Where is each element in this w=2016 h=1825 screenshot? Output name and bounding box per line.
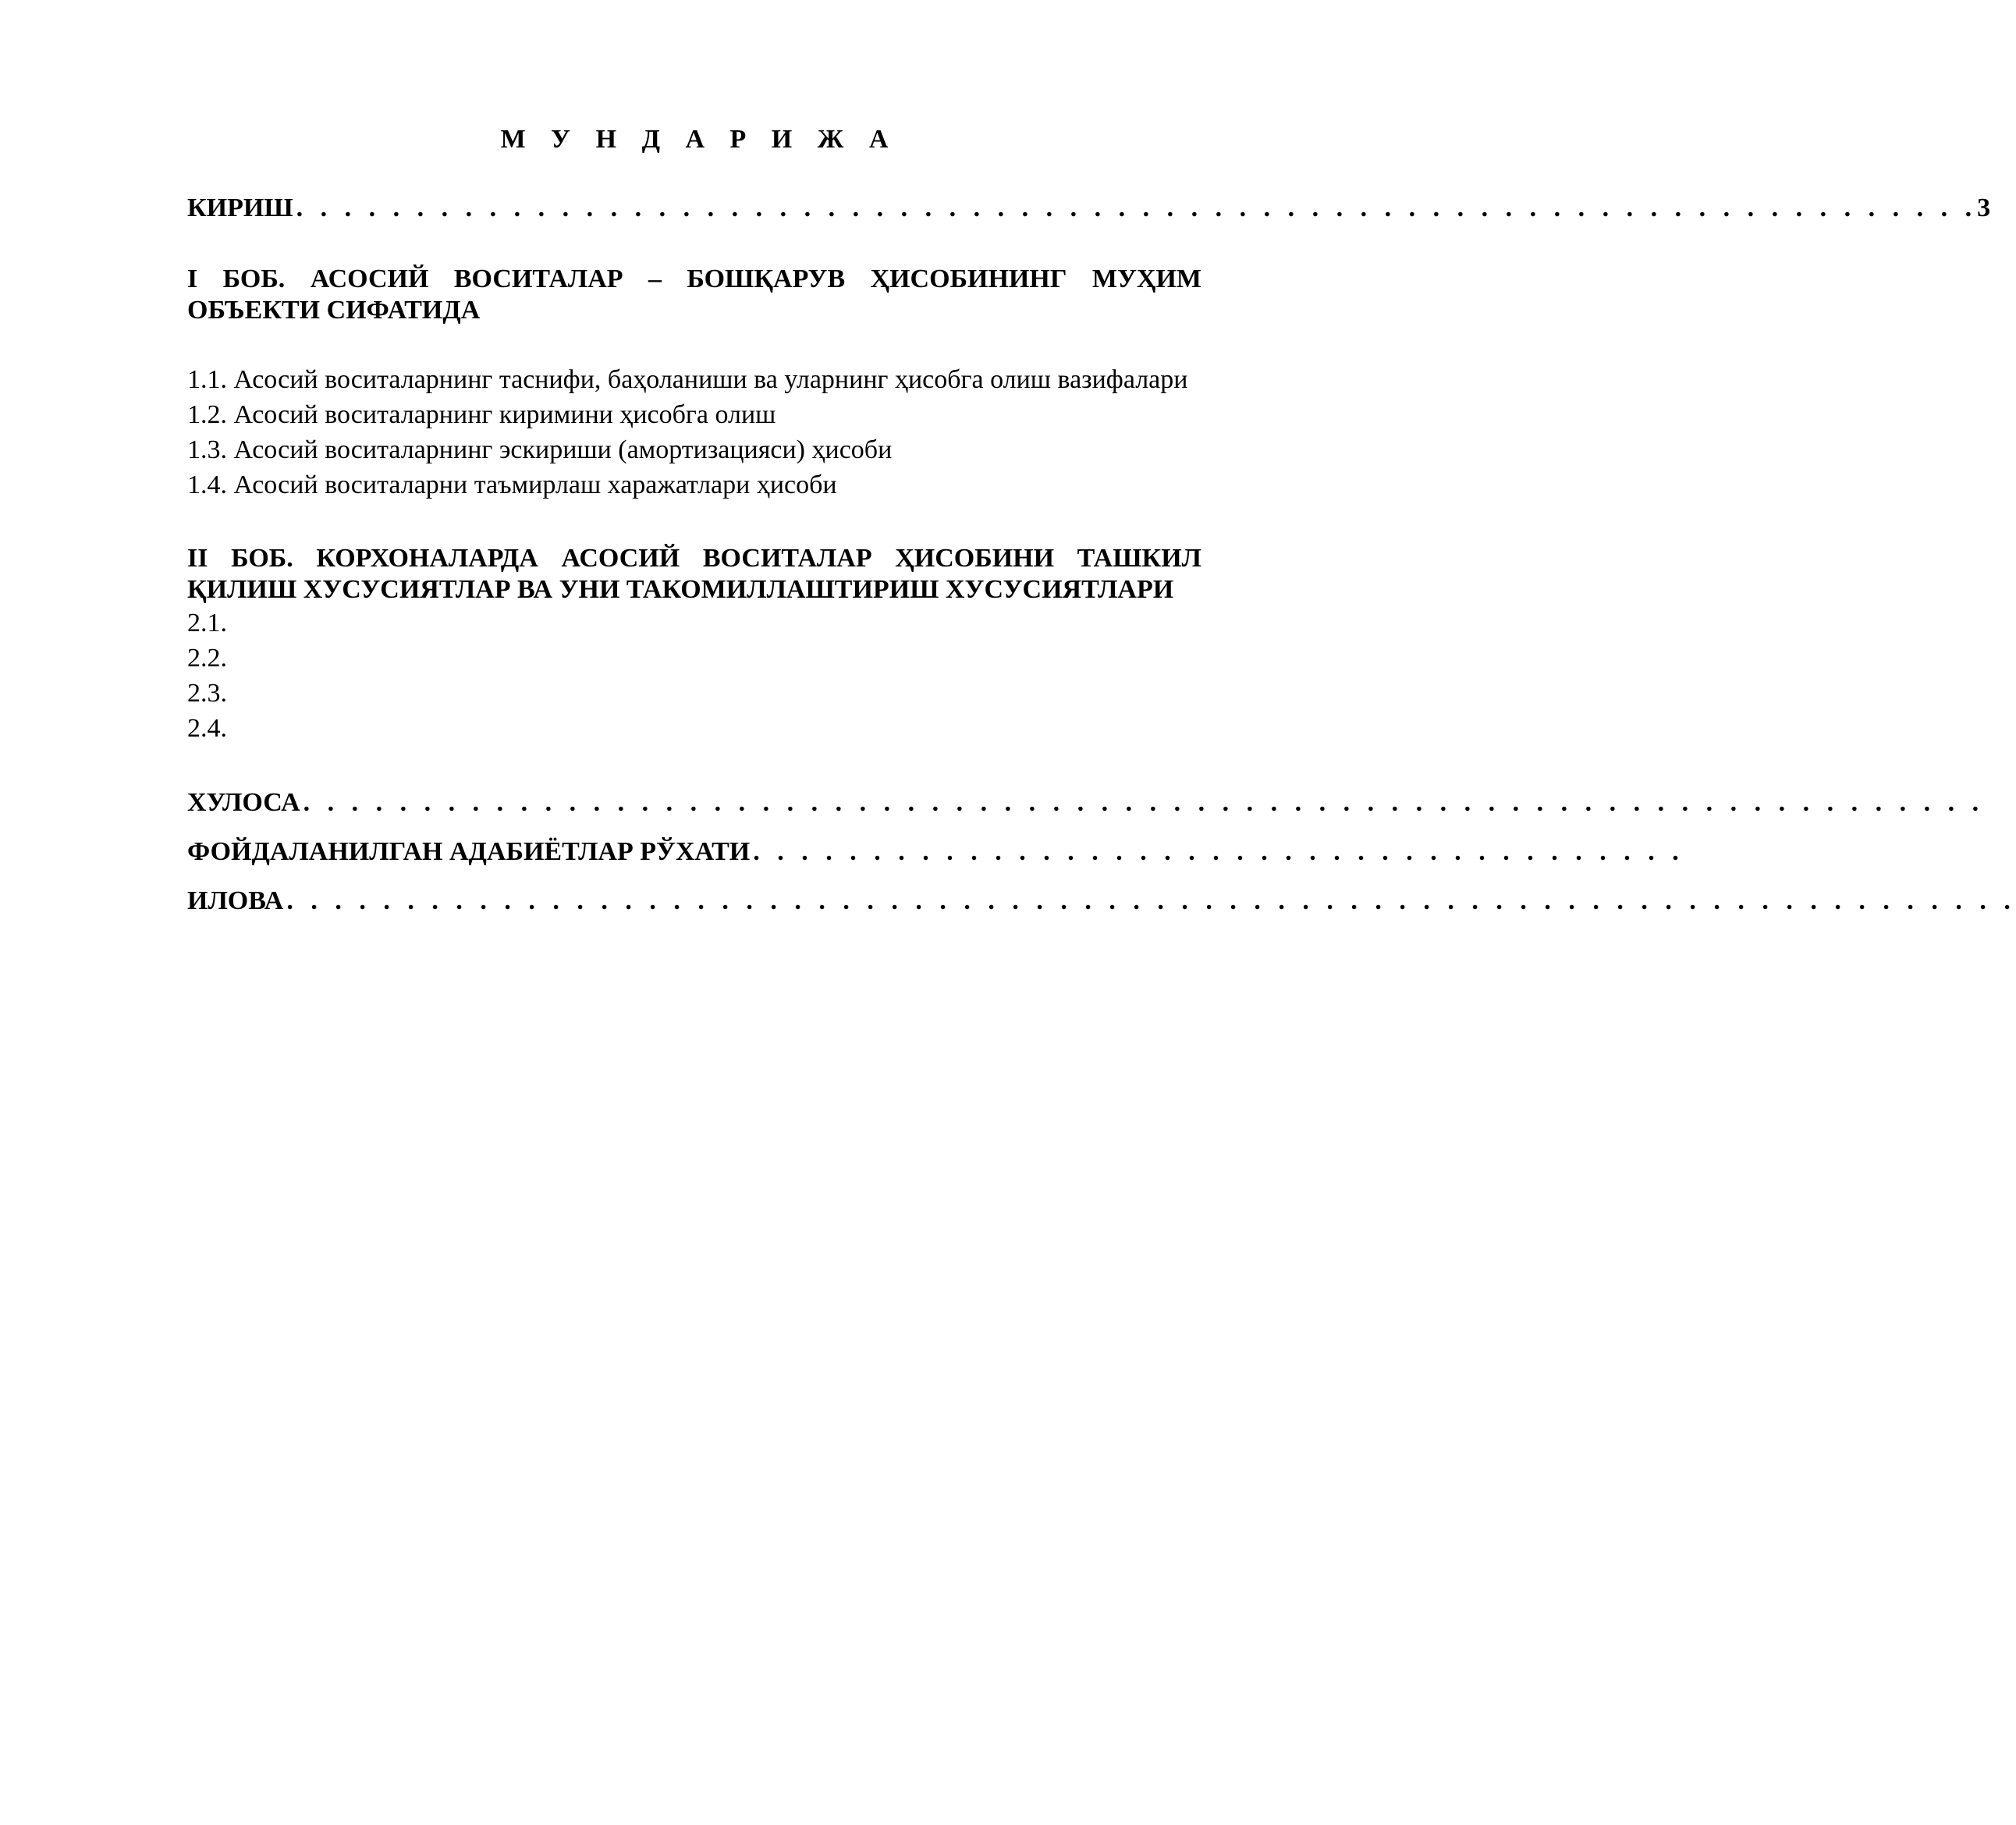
- toc-entry-conclusion: [187, 786, 1985, 819]
- chapter-1-heading: I БОБ. АСОСИЙ ВОСИТАЛАР – БОШҚАРУВ ҲИСОБИНИНГ МУҲИМ ОБЪЕКТИ СИФАТИДА: [187, 265, 1201, 325]
- toc-entry-references: [187, 836, 1684, 868]
- section-item: 2.2.: [187, 644, 227, 673]
- toc-entry-label: КИРИШ: [187, 194, 293, 222]
- toc-entry-intro: [187, 192, 1991, 225]
- chapter-1-sections: [187, 362, 1201, 502]
- chapter-2-sections: [187, 605, 1201, 746]
- toc-entry-appendix: [187, 885, 2016, 918]
- toc-entry-label: ХУЛОСА: [187, 788, 300, 817]
- section-item: 1.2. Асосий воситаларнинг киримини ҳисобга олиш: [187, 400, 776, 429]
- section-item: 2.1.: [187, 609, 227, 637]
- toc-entry-label: ИЛОВА: [187, 886, 284, 915]
- closing-entries: [187, 786, 2016, 918]
- section-item: 1.1. Асосий воситаларнинг таснифи, баҳоланиши ва уларнинг ҳисобга олиш вазифалари: [187, 365, 1188, 394]
- table-of-contents: [187, 125, 2016, 934]
- section-item: 2.3.: [187, 679, 227, 708]
- section-item: 2.4.: [187, 714, 227, 743]
- toc-entry-label: ФОЙДАЛАНИЛГАН АДАБИЁТЛАР РЎХАТИ: [187, 837, 751, 866]
- section-item: 1.4. Асосий воситаларни таъмирлаш харажатлари ҳисоби: [187, 470, 837, 499]
- toc-page-number: 3: [1977, 194, 1991, 222]
- dot-leader: . . . . . . . . . . . . . . . . . . . . . . . . . . . . . . . . . . . . . . . . . . . . . . . . . . . . . . . . . . . . . . . . . . . . . .: [296, 194, 1978, 222]
- dot-leader: . . . . . . . . . . . . . . . . . . . . . . . . . . . . . . . . . . . . . . . . . . . . . . . . . . . . . . . . . . . . . . . . . . . . . .: [303, 788, 1985, 817]
- dot-leader: . . . . . . . . . . . . . . . . . . . . . . . . . . . . . . . . . . . . . . . . . . . . . . . . . . . . . . . . . . . . . . . . . . . . . . . .: [286, 886, 2016, 915]
- chapter-2-heading: II БОБ. КОРХОНАЛАРДА АСОСИЙ ВОСИТАЛАР ҲИСОБИНИ ТАШКИЛ ҚИЛИШ ХУСУСИЯТЛАР ВА УНИ ТАКОМИЛЛАШТИРИШ ХУСУСИЯТЛАРИ: [187, 544, 1201, 604]
- page-title: М У Н Д А Р И Ж А: [500, 125, 898, 154]
- dot-leader: . . . . . . . . . . . . . . . . . . . . . . . . . . . . . . . . . . . . . . .: [753, 837, 1684, 866]
- section-item: 1.3. Асосий воситаларнинг эскириши (амортизацияси) ҳисоби: [187, 435, 893, 464]
